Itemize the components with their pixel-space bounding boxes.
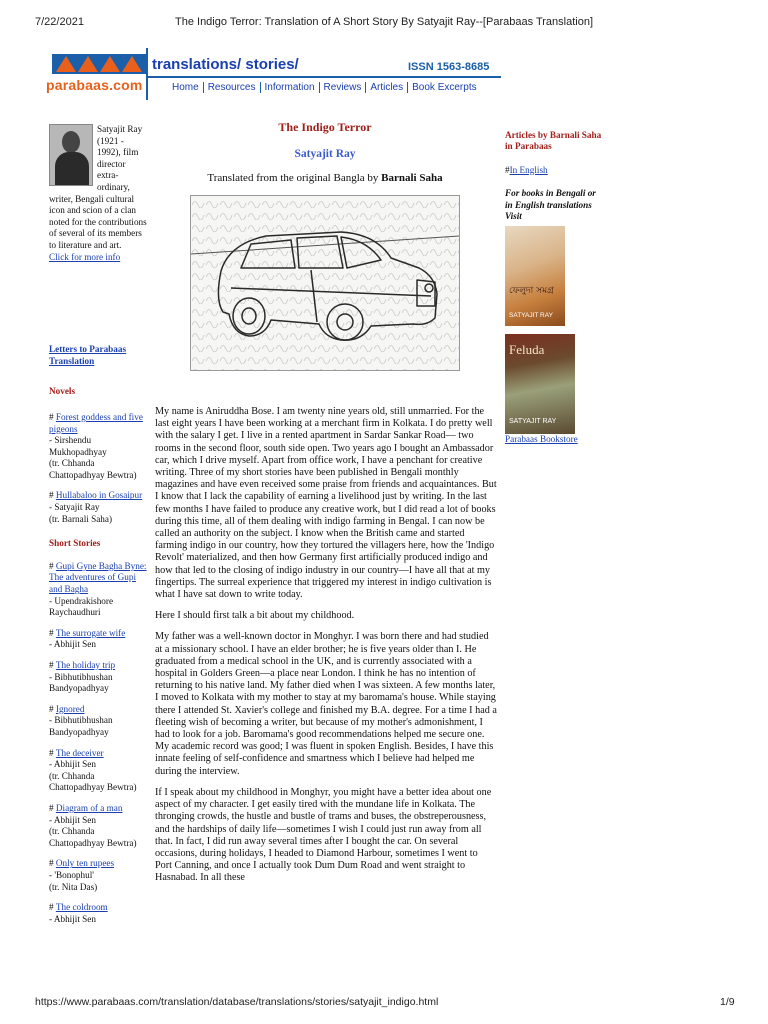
- list-item: # Diagram of a man - Abhijit Sen (tr. Chhanda Chattopadhyay Bewtra): [49, 802, 137, 848]
- story-paragraph: If I speak about my childhood in Monghyr, you might have a better idea about one aspect of my character. I get easily tired with the mundane life in Kolkata. The thronging crowds, the hustle and bustle of trams and buses, the obstreperousness, and the hardships of daily life—sometimes I wish I could just run away from all that. In fact, I did run away several times after I bought the car. On several occasions, during holidays, I headed to Diamond Harbour, sometimes I went to Port Canning, and once I actually took Dum Dum Road and went straight to Hasnabad. In all these: [155, 786, 492, 884]
- list-item: # Ignored - Bibhutibhushan Bandyopadhyay: [49, 703, 113, 737]
- story-translator: (tr. Chhanda Chattopadhyay Bewtra): [49, 770, 137, 793]
- left-sidebar: [49, 124, 149, 934]
- translator-name: Barnali Saha: [381, 172, 443, 184]
- print-title: The Indigo Terror: Translation of A Short Story By Satyajit Ray--[Parabaas Translation]: [175, 16, 593, 28]
- story-author: Satyajit Ray: [294, 148, 356, 160]
- more-info-link[interactable]: Click for more info: [49, 251, 121, 262]
- story-translator: (tr. Nita Das): [49, 881, 98, 892]
- print-date: 7/22/2021: [35, 16, 84, 28]
- book2-title: Feluda: [509, 342, 545, 358]
- list-item: # The deceiver - Abhijit Sen (tr. Chhanda Chattopadhyay Bewtra): [49, 747, 137, 793]
- novels-heading: Novels: [49, 386, 76, 397]
- story-author: - Abhijit Sen: [49, 759, 96, 770]
- story-paragraph: My father was a well-known doctor in Monghyr. I was born there and had studied at a missionary school. I have an elder brother; he is five years older than I. He graduated from a medical school in the UK, and is currently associated with a hospital in Golders Green—a place near London. I think he has no intention of returning to his native land. My father died when I was sixteen. A few months later, I moved to Kolkata with my mother to stay at my baromama's house. While staying there I attended St. Xavier's college and finished my B.A. degree. For a time I had a fleeting wish of becoming a writer, but because of my mother's admonishment, I had to look for a job. Baromama's good recommendations helped me secure one. My academic record was good; I was fluent in spoken English. Besides, I have this innate feeling of self-confidence and smartness which I believe had helped me during the interview.: [155, 631, 497, 777]
- story-link[interactable]: Diagram of a man: [55, 802, 123, 813]
- nav-home[interactable]: Home: [168, 82, 204, 93]
- author-bio: Satyajit Ray (1921 - 1992), film director extra-ordinary, writer, Bengali cultural icon and scion of a clan noted for the contributions of several of its members to literature and art.: [49, 124, 147, 250]
- story-author: - Abhijit Sen: [49, 814, 96, 825]
- print-page-number: 1/9: [720, 996, 735, 1008]
- story-link[interactable]: Gupi Gyne Bagha Byne: The adventures of Gupi and Bagha: [49, 560, 147, 595]
- nav-articles[interactable]: Articles: [366, 82, 408, 93]
- logo-text[interactable]: parabaas.com: [46, 77, 143, 93]
- issn-label: ISSN 1563-8685: [408, 61, 490, 73]
- short-stories-heading: Short Stories: [49, 538, 101, 549]
- story-title: The Indigo Terror: [278, 120, 372, 134]
- banner-rule: [146, 76, 501, 78]
- print-url: https://www.parabaas.com/translation/database/translations/stories/satyajit_indigo.html: [35, 996, 439, 1008]
- story-link[interactable]: The deceiver: [55, 747, 104, 758]
- translation-credit: [155, 172, 495, 184]
- nav-resources[interactable]: Resources: [204, 82, 261, 93]
- novel-link[interactable]: Hullabaloo in Gosaipur: [55, 490, 143, 501]
- banner-divider: [146, 48, 148, 100]
- section-title: translations/ stories/: [152, 56, 299, 73]
- parabaas-logo[interactable]: [52, 54, 148, 74]
- list-item: # The surrogate wife - Abhijit Sen: [49, 627, 126, 650]
- story-header: [155, 120, 495, 184]
- translated-prefix: Translated from the original Bangla by: [207, 172, 379, 184]
- letters-link[interactable]: Letters to Parabaas Translation: [49, 344, 127, 366]
- in-english-link[interactable]: In English: [509, 164, 548, 175]
- nav-information[interactable]: Information: [261, 82, 320, 93]
- book-cover-feluda[interactable]: [505, 334, 575, 434]
- story-link[interactable]: The holiday trip: [55, 660, 116, 670]
- story-paragraph: My name is Aniruddha Bose. I am twenty nine years old, still unmarried. For the last eight years I have been working at a merchant firm in Kolkata. I do pretty well with the salary I get. I live in a rented apartment in Sardar Sankar Road— two rooms in the second floor, south side open. Two years ago I bought an Ambassador car, which I drive myself. Apart from office work, I have a penchant for creative writing. Three of my short stories have been published in Bengali monthly magazines and have even received some praise from friends and acquaintances. But I know that I lack the capability of earning a livelihood just by writing. In the last few months I have failed to produce any creative work, but I did read a lot of books during this time, all of them dealing with indigo farming in Bengal. I can now be called an authority on the subject. I know when the British came and started farming indigo in our country, how they tortured the villagers here, how the 'Indigo Revolt' materialized, and then how Germany first artificially produced indigo and how that led to the closing of indigo industry in our country—I have all that at my fingertips. The surreal experience that triggered my interest in indigo cultivation is what I have sat down to write today.: [155, 406, 497, 601]
- right-sidebar: [505, 130, 605, 446]
- story-author: - Bibhutibhushan Bandyopadhyay: [49, 671, 113, 694]
- list-item: # The holiday trip - Bibhutibhushan Bandyopadhyay: [49, 660, 116, 694]
- author-photo: [49, 124, 93, 186]
- novel-translator: (tr. Barnali Saha): [49, 513, 113, 524]
- story-link[interactable]: The surrogate wife: [55, 627, 126, 638]
- book1-author: SATYAJIT RAY: [509, 312, 553, 320]
- story-author: - Abhijit Sen: [49, 639, 96, 650]
- story-paragraph: Here I should first talk a bit about my childhood.: [155, 610, 355, 622]
- story-link[interactable]: Ignored: [55, 703, 85, 714]
- list-item: # Only ten rupees - 'Bonophul' (tr. Nita Das): [49, 858, 115, 892]
- articles-heading: Articles by Barnali Saha in Parabaas: [505, 130, 602, 152]
- story-body: [155, 406, 497, 894]
- list-item: # Forest goddess and five pigeons - Sirshendu Mukhopadhyay (tr. Chhanda Chattopadhyay Bewtra): [49, 411, 143, 480]
- story-author: - Upendrakishore Raychaudhuri: [49, 595, 114, 618]
- lang-item: #In English: [505, 164, 548, 175]
- novel-translator: (tr. Chhanda Chattopadhyay Bewtra): [49, 458, 137, 480]
- bookstore-link[interactable]: Parabaas Bookstore: [505, 434, 578, 445]
- list-item: # Hullabaloo in Gosaipur - Satyajit Ray (tr. Barnali Saha): [49, 490, 143, 524]
- novel-author: - Sirshendu Mukhopadhyay: [49, 435, 107, 457]
- novel-author: - Satyajit Ray: [49, 502, 100, 513]
- story-link[interactable]: The coldroom: [55, 902, 108, 913]
- site-banner: [42, 48, 502, 104]
- novel-link[interactable]: Forest goddess and five pigeons: [49, 411, 143, 434]
- story-translator: (tr. Chhanda Chattopadhyay Bewtra): [49, 826, 137, 848]
- book1-title: ফেলুদা সমগ্র: [509, 286, 554, 297]
- story-author: - Bibhutibhushan Bandyopadhyay: [49, 715, 113, 737]
- nav-reviews[interactable]: Reviews: [320, 82, 367, 93]
- list-item: # The coldroom - Abhijit Sen: [49, 902, 108, 924]
- list-item: # Gupi Gyne Bagha Byne: The adventures of Gupi and Bagha - Upendrakishore Raychaudhuri: [49, 560, 147, 618]
- nav-book-excerpts[interactable]: Book Excerpts: [412, 82, 477, 93]
- book-cover-feluda-samagra[interactable]: [505, 226, 565, 326]
- book2-author: SATYAJIT RAY: [509, 418, 557, 426]
- story-author: - 'Bonophul': [49, 869, 94, 880]
- story-link[interactable]: Only ten rupees: [55, 858, 115, 869]
- car-illustration: [190, 195, 460, 371]
- main-nav: [168, 82, 481, 93]
- story-author: - Abhijit Sen: [49, 913, 96, 924]
- books-note: For books in Bengali or in English translations Visit: [505, 188, 596, 222]
